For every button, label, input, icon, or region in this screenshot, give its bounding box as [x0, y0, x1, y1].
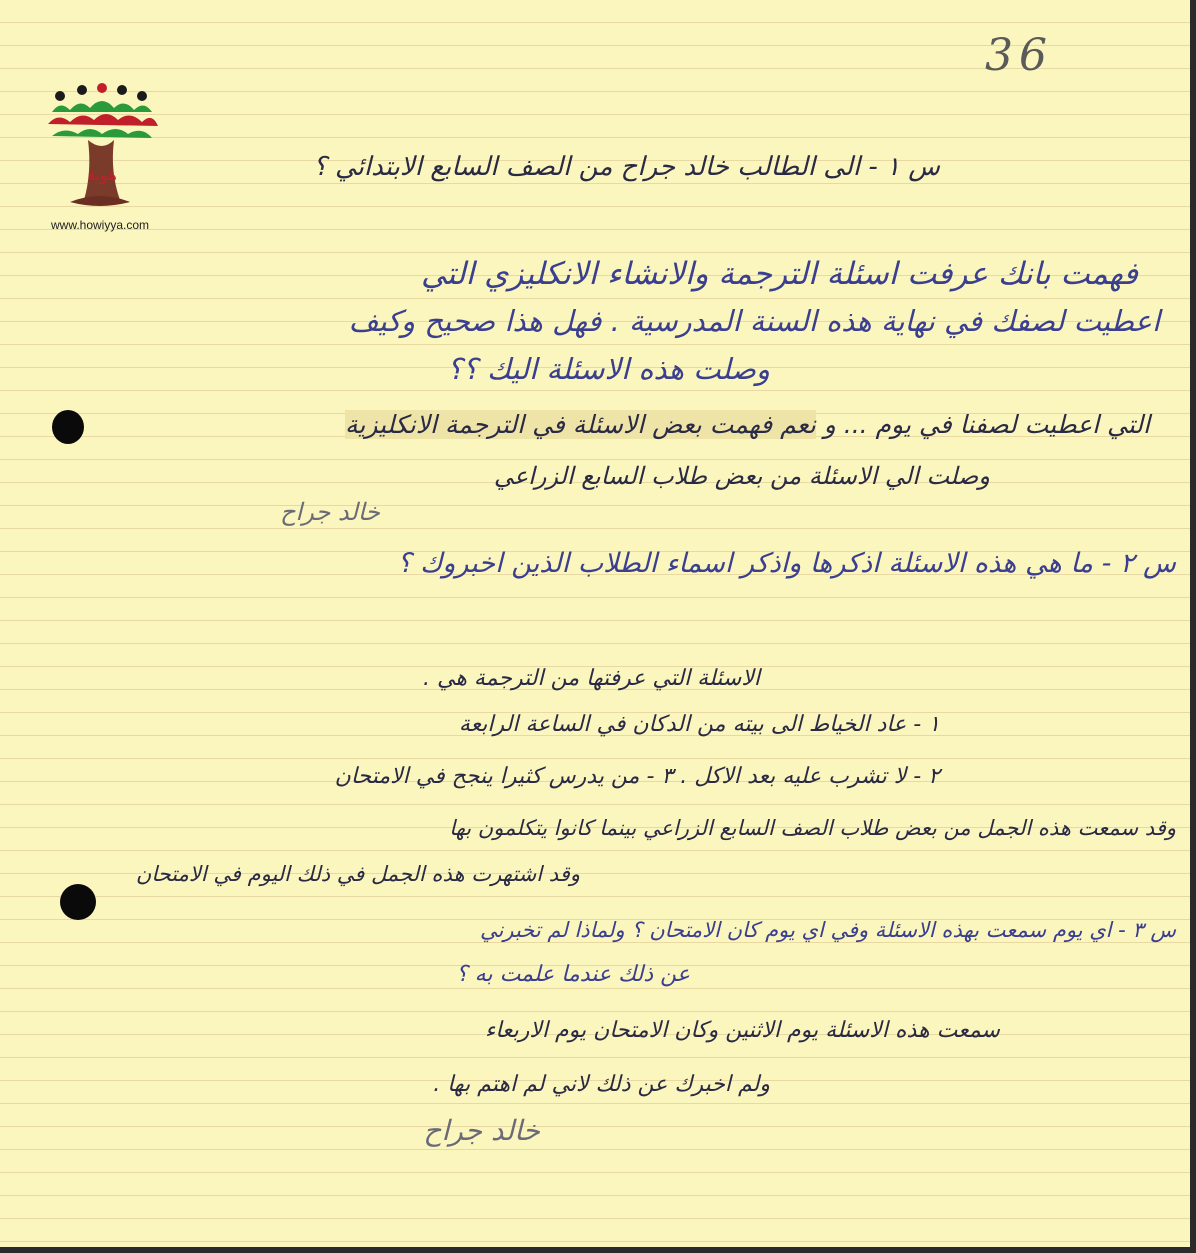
- answer-1-line-2: وصلت الي الاسئلة من بعض طلاب السابع الزراعي: [493, 462, 990, 490]
- answer-2-line-5: وقد اشتهرت هذه الجمل في ذلك اليوم في الامتحان: [135, 862, 580, 886]
- answer-1-line-1-post: التي اعطيت لصفنا في يوم ... و: [823, 410, 1150, 439]
- page-number: 36: [985, 30, 1053, 81]
- answer-2-line-4: وقد سمعت هذه الجمل من بعض طلاب الصف السابع الزراعي بينما كانوا يتكلمون بها: [449, 816, 1176, 840]
- punch-hole-top: [52, 410, 84, 444]
- answer-1-line-1-pre: نعم فهمت بعض الاسئلة في الترجمة الانكليزية: [345, 410, 816, 439]
- answer-2-line-2: ١ - عاد الخياط الى بيته من الدكان في الساعة الرابعة: [458, 712, 940, 737]
- logo-people-icon: [48, 83, 158, 138]
- answer-1-line-1: [345, 410, 1150, 439]
- signature-2: خالد جراح: [423, 1114, 540, 1147]
- question-3-line-1: س ٣ - اي يوم سمعت بهذه الاسئلة وفي اي يوم كان الامتحان ؟ ولماذا لم تخبرني: [480, 918, 1176, 942]
- question-3-line-2: عن ذلك عندما علمت به ؟: [455, 962, 690, 987]
- howiyya-logo-icon: [30, 82, 170, 237]
- answer-2-line-1: الاسئلة التي عرفتها من الترجمة هي .: [423, 666, 760, 691]
- logo-label: هوية: [87, 165, 117, 184]
- answer-3-line-1: سمعت هذه الاسئلة يوم الاثنين وكان الامتحان يوم الاربعاء: [485, 1018, 1000, 1043]
- scan-edge-right: [1190, 0, 1196, 1253]
- question-2: س ٢ - ما هي هذه الاسئلة اذكرها واذكر اسماء الطلاب الذين اخبروك ؟: [397, 548, 1176, 579]
- scan-edge-bottom: [0, 1247, 1196, 1253]
- question-1: س ١ - الى الطالب خالد جراح من الصف السابع الابتدائي ؟: [312, 152, 940, 182]
- answer-3-line-2: ولم اخبرك عن ذلك لاني لم اهتم بها .: [433, 1072, 770, 1097]
- logo-url: www.howiyya.com: [50, 218, 150, 232]
- punch-hole-bottom: [60, 884, 96, 920]
- signature-1: خالد جراح: [280, 498, 380, 526]
- question-1-line-1: فهمت بانك عرفت اسئلة الترجمة والانشاء الانكليزي التي: [420, 256, 1138, 292]
- question-1-line-3: وصلت هذه الاسئلة اليك ؟؟: [447, 352, 770, 386]
- question-1-line-2: اعطيت لصفك في نهاية هذه السنة المدرسية . فهل هذا صحيح وكيف: [348, 304, 1160, 338]
- answer-2-line-3: ٢ - لا تشرب عليه بعد الاكل . ٣ - من يدرس كثيرا ينجح في الامتحان: [334, 764, 940, 789]
